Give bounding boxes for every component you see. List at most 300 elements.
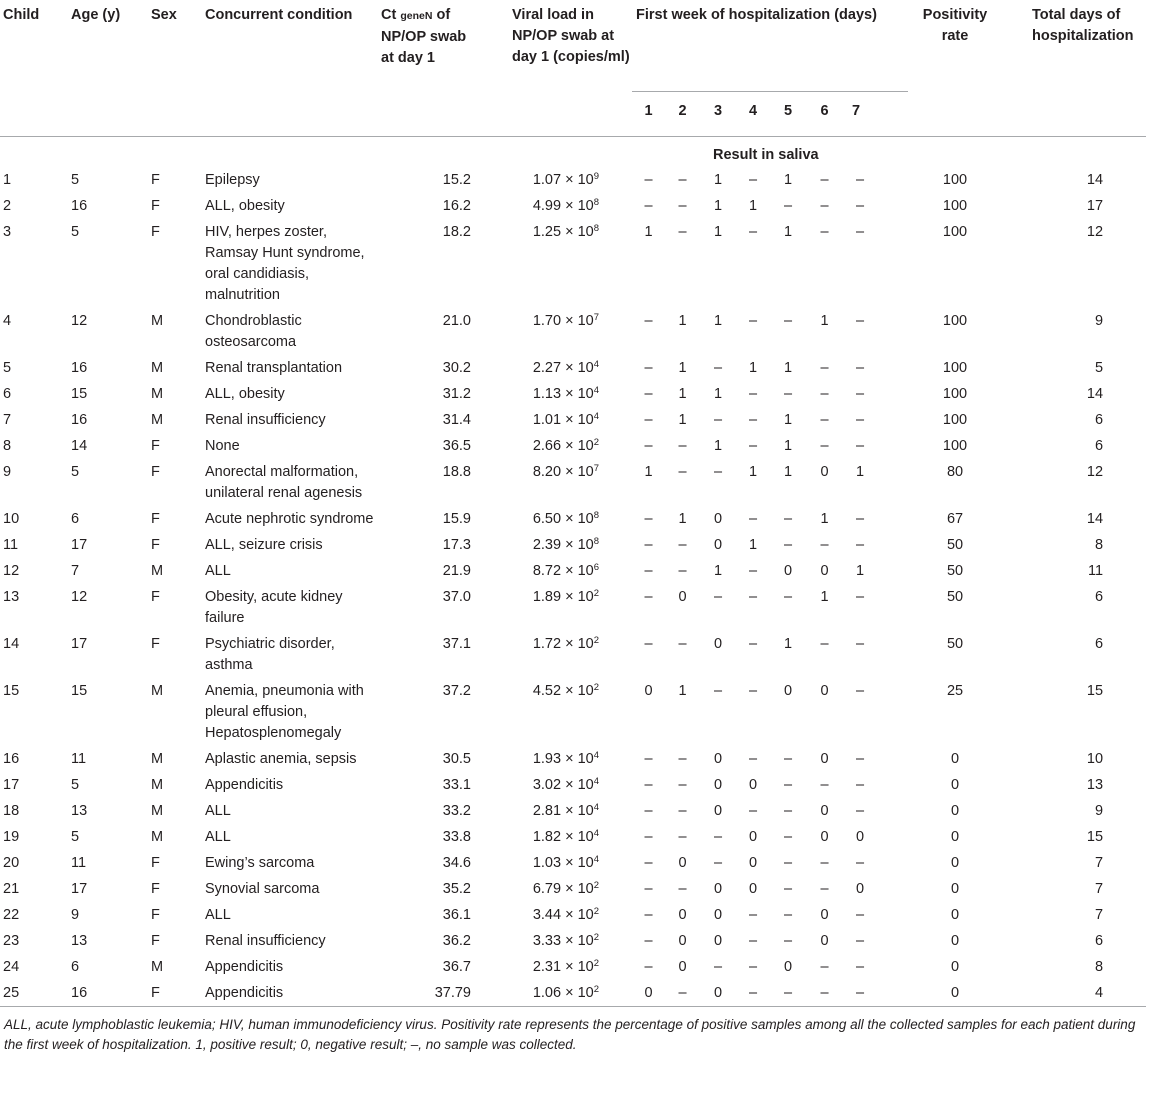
viral-load-base: 1.06 × 10 (532, 985, 594, 1001)
cell-sex: M (151, 751, 164, 767)
cell-day-5: 1 (783, 438, 793, 454)
cell-child: 18 (3, 803, 20, 819)
cell-day-4: – (748, 683, 758, 699)
cell-child: 9 (3, 464, 12, 480)
cell-sex: M (151, 360, 164, 376)
cell-age: 5 (71, 172, 80, 188)
cell-day-2: – (678, 803, 687, 819)
cell-day-2: – (678, 438, 687, 454)
cell-day-7: – (856, 855, 865, 871)
cell-day-5: 1 (783, 172, 793, 188)
cell-viral-load (482, 746, 632, 772)
cell-positivity-rate: 50 (946, 589, 964, 605)
cell-sex: M (151, 777, 164, 793)
cell-child: 13 (3, 589, 20, 605)
cell-child: 20 (3, 855, 20, 871)
table-header (0, 0, 1146, 137)
header-day-2: 2 (678, 103, 687, 119)
table-row (0, 928, 1146, 954)
cell-positivity-rate: 50 (946, 537, 964, 553)
cell-age: 17 (71, 537, 88, 553)
cell-day-5: 1 (783, 360, 793, 376)
cell-sex: M (151, 412, 164, 428)
cell-day-1: – (644, 412, 653, 428)
cell-total-days: 9 (1094, 803, 1104, 819)
cell-condition: ALL (205, 829, 231, 845)
cell-positivity-rate: 100 (942, 438, 968, 454)
cell-day-1: – (644, 386, 653, 402)
cell-age: 5 (71, 829, 80, 845)
cell-child: 15 (3, 683, 20, 699)
viral-load-base: 8.72 × 10 (532, 563, 594, 579)
cell-condition: ALL (205, 803, 231, 819)
viral-load-base: 1.89 × 10 (532, 589, 594, 605)
cell-day-4: – (748, 172, 758, 188)
cell-total-days: 8 (1094, 959, 1104, 975)
cell-age: 17 (71, 636, 88, 652)
cell-day-2: 0 (678, 933, 687, 949)
cell-ct: 34.6 (442, 855, 471, 871)
cell-condition: Appendicitis (205, 985, 284, 1001)
cell-age: 13 (71, 933, 88, 949)
cell-day-5: 0 (783, 959, 793, 975)
cell-positivity-rate: 0 (950, 777, 960, 793)
cell-day-1: – (644, 933, 653, 949)
cell-day-6: – (820, 855, 829, 871)
cell-ct: 37.79 (434, 985, 471, 1001)
cell-day-7: – (856, 803, 865, 819)
cell-ct: 31.4 (442, 412, 471, 428)
viral-load-base: 6.50 × 10 (532, 511, 594, 527)
cell-day-3: – (713, 683, 723, 699)
viral-load-exponent: 2 (593, 932, 599, 943)
header-day-4: 4 (748, 103, 758, 119)
cell-day-1: – (644, 313, 653, 329)
cell-day-6: – (820, 412, 829, 428)
header-viral-load: Viral load in NP/OP swab at day 1 (copies/ml) (512, 7, 630, 65)
cell-viral-load (482, 902, 632, 928)
cell-day-6: 0 (820, 829, 829, 845)
viral-load-base: 4.52 × 10 (532, 683, 594, 699)
cell-day-4: – (748, 438, 758, 454)
viral-load-exponent: 4 (593, 359, 599, 370)
cell-total-days: 11 (1087, 563, 1104, 579)
cell-viral-load (482, 876, 632, 902)
cell-age: 6 (71, 959, 80, 975)
table-row (0, 631, 1146, 678)
table-row (0, 772, 1146, 798)
cell-day-4: – (748, 224, 758, 240)
cell-day-6: – (820, 985, 829, 1001)
cell-condition: Epilepsy (205, 172, 260, 188)
viral-load-exponent: 4 (593, 385, 599, 396)
cell-ct: 16.2 (442, 198, 471, 214)
cell-viral-load (482, 381, 632, 407)
cell-day-1: 1 (644, 224, 653, 240)
section-label: Result in saliva (713, 147, 819, 163)
cell-total-days: 7 (1094, 881, 1104, 897)
header-day-5: 5 (783, 103, 793, 119)
viral-load-exponent: 8 (593, 197, 599, 208)
cell-total-days: 6 (1094, 636, 1104, 652)
cell-day-7: – (856, 933, 865, 949)
cell-child: 22 (3, 907, 20, 923)
cell-child: 12 (3, 563, 20, 579)
cell-day-7: – (856, 360, 865, 376)
cell-viral-load (482, 824, 632, 850)
header-ct-prefix: Ct (381, 7, 397, 23)
cell-condition: Synovial sarcoma (205, 881, 320, 897)
cell-sex: M (151, 829, 164, 845)
cell-viral-load (482, 850, 632, 876)
cell-day-3: 0 (713, 881, 723, 897)
viral-load-base: 2.81 × 10 (532, 803, 594, 819)
cell-total-days: 13 (1086, 777, 1104, 793)
cell-condition: Renal insufficiency (205, 412, 326, 428)
cell-sex: F (151, 511, 160, 527)
cell-sex: F (151, 907, 160, 923)
cell-day-6: – (820, 438, 829, 454)
cell-day-7: – (856, 511, 865, 527)
cell-child: 25 (3, 985, 20, 1001)
footnote: ALL, acute lymphoblastic leukemia; HIV, human immunodeficiency virus. Positivity rate represents the percentage of positive samples among all the collected samples for each patient during the first week of hospitalization. 1, positive result; 0, negative result; –, no sample was collected. (4, 1017, 1136, 1052)
cell-sex: M (151, 386, 164, 402)
header-day-6: 6 (820, 103, 829, 119)
table-row (0, 558, 1146, 584)
cell-age: 5 (71, 777, 80, 793)
cell-day-2: – (678, 636, 687, 652)
table-row (0, 902, 1146, 928)
cell-age: 11 (71, 855, 87, 871)
cell-day-3: 0 (713, 803, 723, 819)
cell-day-6: – (820, 636, 829, 652)
cell-day-7: – (856, 438, 865, 454)
cell-viral-load (482, 631, 632, 678)
cell-ct: 36.1 (442, 907, 471, 923)
cell-day-1: – (644, 751, 653, 767)
cell-viral-load (482, 506, 632, 532)
header-ct (381, 0, 482, 137)
cell-viral-load (482, 433, 632, 459)
cell-ct: 17.3 (442, 537, 471, 553)
cell-ct: 18.2 (442, 224, 471, 240)
cell-positivity-rate: 100 (942, 412, 968, 428)
cell-day-3: 0 (713, 511, 723, 527)
cell-child: 5 (3, 360, 12, 376)
cell-day-1: – (644, 360, 653, 376)
cell-day-7: – (856, 224, 865, 240)
cell-positivity-rate: 0 (950, 751, 960, 767)
cell-ct: 18.8 (442, 464, 471, 480)
viral-load-base: 3.02 × 10 (532, 777, 594, 793)
cell-child: 8 (3, 438, 12, 454)
cell-day-5: – (783, 198, 793, 214)
cell-day-5: 0 (783, 683, 793, 699)
viral-load-base: 2.39 × 10 (532, 537, 594, 553)
cell-sex: F (151, 537, 160, 553)
cell-positivity-rate: 50 (946, 636, 964, 652)
cell-positivity-rate: 100 (942, 198, 968, 214)
cell-ct: 37.2 (442, 683, 471, 699)
cell-age: 16 (71, 198, 88, 214)
cell-day-4: – (748, 907, 758, 923)
viral-load-base: 1.03 × 10 (532, 855, 594, 871)
cell-ct: 30.2 (442, 360, 471, 376)
cell-day-3: 1 (713, 563, 723, 579)
cell-day-3: 1 (713, 313, 723, 329)
cell-sex: F (151, 198, 160, 214)
cell-day-3: – (713, 360, 723, 376)
viral-load-exponent: 8 (593, 223, 599, 234)
viral-load-base: 8.20 × 10 (532, 464, 594, 480)
cell-day-5: – (783, 537, 793, 553)
cell-age: 15 (71, 386, 88, 402)
cell-total-days: 4 (1094, 985, 1104, 1001)
cell-day-5: – (783, 829, 793, 845)
cell-day-7: – (856, 537, 865, 553)
cell-viral-load (482, 407, 632, 433)
viral-load-base: 2.27 × 10 (532, 360, 594, 376)
cell-age: 7 (71, 563, 80, 579)
table-row (0, 954, 1146, 980)
cell-child: 10 (3, 511, 20, 527)
cell-condition: None (205, 438, 240, 454)
cell-sex: F (151, 589, 160, 605)
cell-day-4: – (748, 412, 758, 428)
cell-day-6: 1 (820, 589, 829, 605)
cell-day-3: – (713, 829, 723, 845)
cell-total-days: 8 (1094, 537, 1104, 553)
cell-viral-load (482, 558, 632, 584)
viral-load-exponent: 2 (593, 635, 599, 646)
cell-day-3: 1 (713, 224, 723, 240)
cell-age: 13 (71, 803, 88, 819)
cell-day-7: – (856, 907, 865, 923)
cell-day-2: 1 (678, 386, 687, 402)
cell-condition: Anorectal malformation, unilateral renal agenesis (205, 464, 363, 501)
viral-load-base: 3.44 × 10 (532, 907, 594, 923)
cell-day-2: – (678, 751, 687, 767)
cell-child: 23 (3, 933, 20, 949)
cell-day-2: 0 (678, 855, 687, 871)
cell-viral-load (482, 459, 632, 506)
cell-day-7: – (856, 985, 865, 1001)
cell-viral-load (482, 954, 632, 980)
cell-ct: 33.2 (442, 803, 471, 819)
header-day-7: 7 (852, 103, 861, 119)
cell-viral-load (482, 219, 632, 308)
cell-day-5: – (783, 511, 793, 527)
cell-day-1: – (644, 855, 653, 871)
viral-load-exponent: 7 (593, 312, 599, 323)
cell-child: 7 (3, 412, 12, 428)
cell-day-4: 0 (748, 881, 758, 897)
cell-ct: 37.1 (442, 636, 471, 652)
cell-positivity-rate: 0 (950, 959, 960, 975)
cell-total-days: 7 (1094, 855, 1104, 871)
header-condition: Concurrent condition (205, 7, 353, 23)
cell-day-1: 1 (644, 464, 653, 480)
cell-positivity-rate: 25 (946, 683, 964, 699)
table-row (0, 532, 1146, 558)
cell-condition: Psychiatric disorder, asthma (205, 636, 335, 673)
cell-day-5: 1 (783, 224, 793, 240)
cell-day-3: – (713, 855, 723, 871)
cell-day-4: 0 (748, 829, 758, 845)
cell-condition: Chondroblastic osteosarcoma (205, 313, 302, 350)
cell-day-4: – (748, 386, 758, 402)
cell-day-5: – (783, 386, 793, 402)
cell-ct: 36.7 (442, 959, 471, 975)
cell-day-7: 0 (856, 881, 865, 897)
cell-positivity-rate: 50 (946, 563, 964, 579)
cell-day-6: – (820, 360, 829, 376)
cell-condition: HIV, herpes zoster, Ramsay Hunt syndrome, oral candidiasis, malnutrition (205, 224, 365, 303)
cell-age: 17 (71, 881, 88, 897)
cell-ct: 30.5 (442, 751, 471, 767)
viral-load-exponent: 4 (593, 802, 599, 813)
cell-day-5: – (783, 855, 793, 871)
header-day-3: 3 (713, 103, 723, 119)
cell-sex: F (151, 881, 160, 897)
cell-positivity-rate: 80 (946, 464, 964, 480)
cell-total-days: 12 (1086, 464, 1104, 480)
cell-day-6: 0 (820, 803, 829, 819)
cell-day-2: – (678, 537, 687, 553)
table-row (0, 381, 1146, 407)
viral-load-exponent: 4 (593, 411, 599, 422)
table-row (0, 678, 1146, 746)
table-row (0, 980, 1146, 1006)
viral-load-base: 1.72 × 10 (532, 636, 594, 652)
cell-sex: F (151, 933, 160, 949)
cell-day-4: 1 (748, 464, 758, 480)
cell-condition: Appendicitis (205, 959, 284, 975)
cell-child: 4 (3, 313, 12, 329)
cell-day-5: – (783, 803, 793, 819)
cell-positivity-rate: 0 (950, 933, 960, 949)
header-child: Child (3, 7, 40, 23)
cell-day-7: – (856, 313, 865, 329)
viral-load-base: 1.93 × 10 (532, 751, 594, 767)
cell-day-4: – (748, 959, 758, 975)
cell-day-5: – (783, 881, 793, 897)
cell-day-1: 0 (644, 985, 653, 1001)
cell-viral-load (482, 678, 632, 746)
viral-load-exponent: 7 (593, 463, 599, 474)
cell-day-6: 1 (820, 511, 829, 527)
table-row (0, 167, 1146, 193)
viral-load-base: 2.31 × 10 (532, 959, 594, 975)
table-row (0, 798, 1146, 824)
cell-day-7: – (856, 386, 865, 402)
cell-day-7: – (856, 751, 865, 767)
cell-day-2: – (678, 224, 687, 240)
cell-day-4: – (748, 511, 758, 527)
cell-day-4: 0 (748, 855, 758, 871)
cell-day-4: – (748, 563, 758, 579)
header-sex: Sex (151, 7, 177, 23)
cell-positivity-rate: 0 (950, 829, 960, 845)
cell-ct: 33.1 (442, 777, 471, 793)
header-age: Age (y) (71, 7, 121, 23)
cell-day-3: 1 (713, 198, 723, 214)
cell-child: 19 (3, 829, 20, 845)
viral-load-base: 1.01 × 10 (532, 412, 594, 428)
cell-viral-load (482, 355, 632, 381)
cell-sex: F (151, 636, 160, 652)
viral-load-exponent: 4 (593, 828, 599, 839)
cell-child: 14 (3, 636, 20, 652)
cell-day-7: 0 (856, 829, 865, 845)
cell-day-5: – (783, 777, 793, 793)
table-row (0, 459, 1146, 506)
viral-load-base: 4.99 × 10 (532, 198, 594, 214)
cell-condition: Aplastic anemia, sepsis (205, 751, 357, 767)
cell-day-5: 0 (783, 563, 793, 579)
table-row (0, 407, 1146, 433)
cell-total-days: 6 (1094, 438, 1104, 454)
cell-positivity-rate: 0 (950, 855, 960, 871)
viral-load-base: 1.82 × 10 (532, 829, 594, 845)
cell-day-5: – (783, 751, 793, 767)
cell-sex: F (151, 855, 160, 871)
cell-day-1: 0 (644, 683, 653, 699)
cell-child: 11 (3, 537, 19, 553)
cell-day-4: – (748, 589, 758, 605)
cell-child: 3 (3, 224, 12, 240)
cell-total-days: 7 (1094, 907, 1104, 923)
cell-sex: M (151, 563, 164, 579)
cell-sex: F (151, 464, 160, 480)
viral-load-exponent: 2 (593, 958, 599, 969)
cell-positivity-rate: 100 (942, 386, 968, 402)
cell-day-4: 1 (748, 198, 758, 214)
cell-viral-load (482, 928, 632, 954)
cell-positivity-rate: 0 (950, 881, 960, 897)
cell-total-days: 6 (1094, 412, 1104, 428)
cell-viral-load (482, 193, 632, 219)
cell-positivity-rate: 100 (942, 224, 968, 240)
cell-total-days: 12 (1086, 224, 1104, 240)
cell-condition: ALL (205, 563, 231, 579)
table-row (0, 746, 1146, 772)
viral-load-exponent: 2 (593, 984, 599, 995)
cell-day-6: – (820, 537, 829, 553)
cell-day-4: – (748, 803, 758, 819)
cell-day-5: – (783, 589, 793, 605)
cell-day-5: 1 (783, 636, 793, 652)
cell-day-5: – (783, 313, 793, 329)
cell-age: 16 (71, 412, 88, 428)
viral-load-exponent: 2 (593, 682, 599, 693)
cell-day-6: 0 (820, 683, 829, 699)
cell-day-7: – (856, 589, 865, 605)
viral-load-base: 1.70 × 10 (532, 313, 594, 329)
cell-day-7: 1 (856, 464, 865, 480)
cell-positivity-rate: 0 (950, 907, 960, 923)
cell-sex: M (151, 683, 164, 699)
cell-day-1: – (644, 563, 653, 579)
cell-total-days: 6 (1094, 933, 1104, 949)
cell-ct: 36.5 (442, 438, 471, 454)
cell-day-6: 0 (820, 907, 829, 923)
cell-day-3: 0 (713, 751, 723, 767)
cell-day-2: 1 (678, 360, 687, 376)
viral-load-exponent: 4 (593, 750, 599, 761)
cell-viral-load (482, 772, 632, 798)
cell-condition: Obesity, acute kidney failure (205, 589, 343, 626)
